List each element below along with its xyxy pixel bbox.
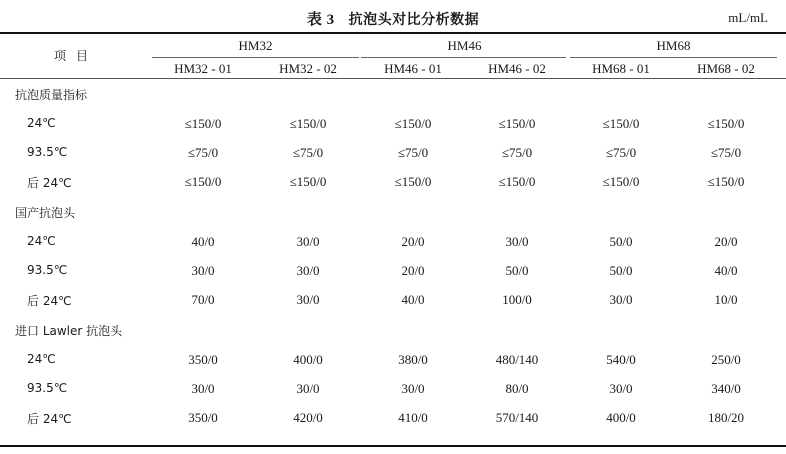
table-cell: 10/0 <box>714 292 738 307</box>
table-cell: 30/0 <box>296 234 320 249</box>
table-cell: 380/0 <box>398 352 428 367</box>
top-rule <box>0 32 786 34</box>
table-cell: ≤150/0 <box>602 174 640 189</box>
table-cell: 30/0 <box>609 381 633 396</box>
table-row <box>0 263 786 283</box>
table-cell: ≤75/0 <box>501 145 533 160</box>
group-header-hm46: HM46 <box>447 38 482 53</box>
table-cell: ≤75/0 <box>292 145 324 160</box>
table-cell: ≤150/0 <box>394 174 432 189</box>
table-cell: 30/0 <box>296 292 320 307</box>
table-cell: 80/0 <box>505 381 529 396</box>
column-header: HM46 - 01 <box>384 61 442 76</box>
table-row <box>0 381 786 401</box>
table-cell: ≤150/0 <box>394 116 432 131</box>
table-cell: 30/0 <box>191 381 215 396</box>
row-label: 24℃ <box>27 352 56 366</box>
row-label: 后 24℃ <box>27 294 72 308</box>
table-cell: 50/0 <box>609 234 633 249</box>
table-cell: 40/0 <box>714 263 738 278</box>
table-cell: 400/0 <box>606 410 636 425</box>
table-cell: 350/0 <box>188 410 218 425</box>
group-divider-hm46 <box>361 57 566 58</box>
table-title-text: 抗泡头对比分析数据 <box>348 12 480 28</box>
table-cell: ≤150/0 <box>184 116 222 131</box>
table-row <box>0 352 786 372</box>
table-cell: 50/0 <box>505 263 529 278</box>
table-cell: 180/20 <box>707 410 745 425</box>
table-cell: 20/0 <box>714 234 738 249</box>
item-column-header: 项目 <box>53 49 98 63</box>
table-row <box>0 234 786 254</box>
column-header: HM46 - 02 <box>488 61 546 76</box>
table-cell: 40/0 <box>401 292 425 307</box>
section-header-row <box>0 86 786 106</box>
header-rule <box>0 78 786 79</box>
table-cell: 30/0 <box>191 263 215 278</box>
table-cell: ≤75/0 <box>187 145 219 160</box>
table-cell: 250/0 <box>711 352 741 367</box>
table-cell: 30/0 <box>505 234 529 249</box>
row-label: 93.5℃ <box>27 381 68 395</box>
column-header: HM32 - 01 <box>174 61 232 76</box>
table-cell: 50/0 <box>609 263 633 278</box>
table-cell: ≤150/0 <box>707 174 745 189</box>
section-label: 抗泡质量指标 <box>15 88 88 102</box>
table-title <box>0 8 786 29</box>
table-number: 表 3 <box>306 12 335 28</box>
table-cell: 400/0 <box>293 352 323 367</box>
table-row <box>0 174 786 194</box>
table-cell: 20/0 <box>401 263 425 278</box>
table-cell: 420/0 <box>293 410 323 425</box>
table-cell: 100/0 <box>502 292 532 307</box>
table-cell: ≤75/0 <box>710 145 742 160</box>
section-header-row <box>0 322 786 342</box>
group-header-hm68: HM68 <box>656 38 691 53</box>
row-label: 后 24℃ <box>27 176 72 190</box>
table-row <box>0 292 786 312</box>
row-label: 93.5℃ <box>27 145 68 159</box>
table-row <box>0 116 786 136</box>
table-cell: 410/0 <box>398 410 428 425</box>
table-cell: 20/0 <box>401 234 425 249</box>
section-header-row <box>0 204 786 224</box>
row-label: 24℃ <box>27 116 56 130</box>
table-cell: ≤150/0 <box>289 174 327 189</box>
table-cell: ≤75/0 <box>605 145 637 160</box>
table-cell: 570/140 <box>495 410 539 425</box>
section-label: 进口 Lawler 抗泡头 <box>15 324 123 338</box>
group-divider-hm32 <box>152 57 359 58</box>
unit-label: mL/mL <box>728 10 768 25</box>
column-header: HM68 - 01 <box>592 61 650 76</box>
table-caption <box>0 8 786 28</box>
table-cell: 30/0 <box>296 263 320 278</box>
bottom-rule <box>0 445 786 447</box>
table-cell: 480/140 <box>495 352 539 367</box>
group-header-hm32: HM32 <box>238 38 273 53</box>
row-label: 93.5℃ <box>27 263 68 277</box>
table-cell: 340/0 <box>711 381 741 396</box>
table-cell: ≤150/0 <box>498 174 536 189</box>
table-cell: 30/0 <box>609 292 633 307</box>
table-cell: ≤150/0 <box>184 174 222 189</box>
table-cell: ≤150/0 <box>289 116 327 131</box>
table-cell: 30/0 <box>296 381 320 396</box>
table-cell: ≤150/0 <box>602 116 640 131</box>
table-cell: 70/0 <box>191 292 215 307</box>
table-row <box>0 410 786 430</box>
section-label: 国产抗泡头 <box>15 206 76 220</box>
table-cell: 30/0 <box>401 381 425 396</box>
table-cell: 40/0 <box>191 234 215 249</box>
column-header: HM32 - 02 <box>279 61 337 76</box>
table-cell: ≤75/0 <box>397 145 429 160</box>
table-row <box>0 145 786 165</box>
table-cell: 350/0 <box>188 352 218 367</box>
column-header: HM68 - 02 <box>697 61 755 76</box>
table-cell: ≤150/0 <box>498 116 536 131</box>
row-label: 后 24℃ <box>27 412 72 426</box>
table-cell: ≤150/0 <box>707 116 745 131</box>
group-divider-hm68 <box>570 57 777 58</box>
row-label: 24℃ <box>27 234 56 248</box>
table-cell: 540/0 <box>606 352 636 367</box>
